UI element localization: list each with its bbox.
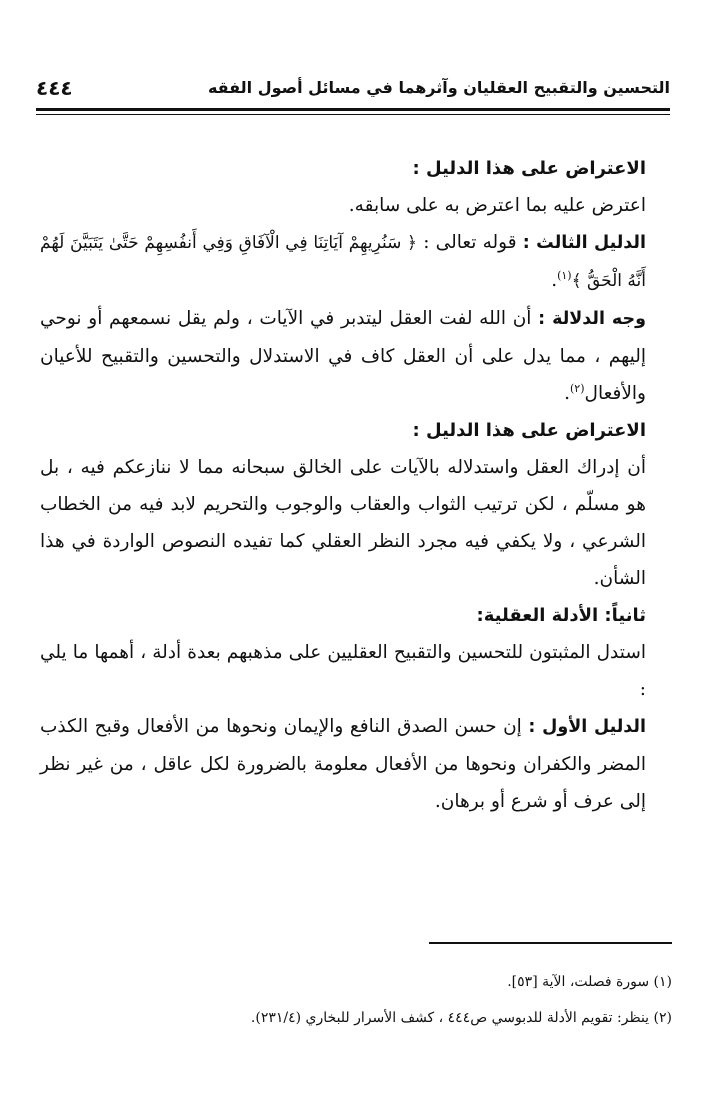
first-evidence-lead: الدليل الأول :: [528, 717, 646, 737]
objection-text-1: اعترض عليه بما اعترض به على سابقه.: [348, 195, 646, 216]
quran-verse: ﴿ سَنُرِيهِمْ آيَاتِنَا فِي الْآفَاقِ وَفِي أَنفُسِهِمْ حَتَّىٰ يَتَبَيَّنَ لَهُمْ أَنَّهُ الْحَقُّ ﴾: [40, 233, 646, 291]
objection-heading-1: الاعتراض على هذا الدليل :: [412, 158, 646, 179]
footnote-ref-2: (٢): [570, 381, 585, 395]
main-text: [40, 150, 672, 820]
first-evidence-paragraph: [40, 708, 672, 820]
page-number: ٤٤٤: [36, 76, 73, 100]
third-evidence-end: .: [551, 270, 558, 291]
indication-lead: وجه الدلالة :: [538, 309, 646, 329]
objection-text-2: أن إدراك العقل واستدلاله بالآيات على الخالق سبحانه مما لا ننازعكم فيه ، بل هو مسلّم ، لكن ترتيب الثواب والعقاب والوجوب والتحريم لابد فيه من الخطاب الشرعي ، ولا يكفي فيه مجرد النظر العقلي كما تفيده النصوص الواردة في هذا الشأن.: [40, 457, 646, 589]
third-evidence-intro: قوله تعالى :: [417, 232, 517, 253]
indication-end: .: [564, 383, 570, 404]
footnotes: [40, 964, 672, 1036]
header-rule-thin: [36, 114, 670, 115]
running-header: [36, 78, 670, 102]
indication-paragraph: [40, 300, 672, 412]
footnote-ref-1: (١): [557, 268, 572, 282]
section-intro: استدل المثبتون للتحسين والتقبيح العقليين على مذهبهم بعدة أدلة ، أهمها ما يلي :: [40, 642, 646, 700]
running-title: التحسين والتقبيح العقليان وآثرهما في مسائل أصول الفقه: [207, 78, 670, 97]
third-evidence-lead: الدليل الثالث :: [522, 233, 646, 253]
footnote-divider: [429, 942, 672, 944]
objection-heading-2: الاعتراض على هذا الدليل :: [412, 420, 646, 441]
first-evidence-text: إن حسن الصدق النافع والإيمان ونحوها من الأفعال وقبح الكذب المضر والكفران ونحوها من الأفعال معلومة بالضرورة لكل عاقل ، من غير نظر إلى عرف أو شرع أو برهان.: [40, 716, 646, 812]
indication-text: أن الله لفت العقل ليتدبر في الآيات ، ولم يقل نسمعهم أو نوحي إليهم ، مما يدل على أن العقل كاف في الاستدلال والتحسين والتقبيح للأعيان والأفعال: [40, 308, 646, 404]
third-evidence-paragraph: [40, 224, 672, 300]
footnote-2: (٢) ينظر: تقويم الأدلة للدبوسي ص٤٤٤ ، كشف الأسرار للبخاري (٢٣١/٤).: [250, 1010, 672, 1026]
header-rule-thick: [36, 108, 670, 111]
footnote-1: (١) سورة فصلت، الآية [٥٣].: [507, 974, 672, 990]
section-heading-rational-evidence: ثانياً: الأدلة العقلية:: [476, 605, 646, 626]
